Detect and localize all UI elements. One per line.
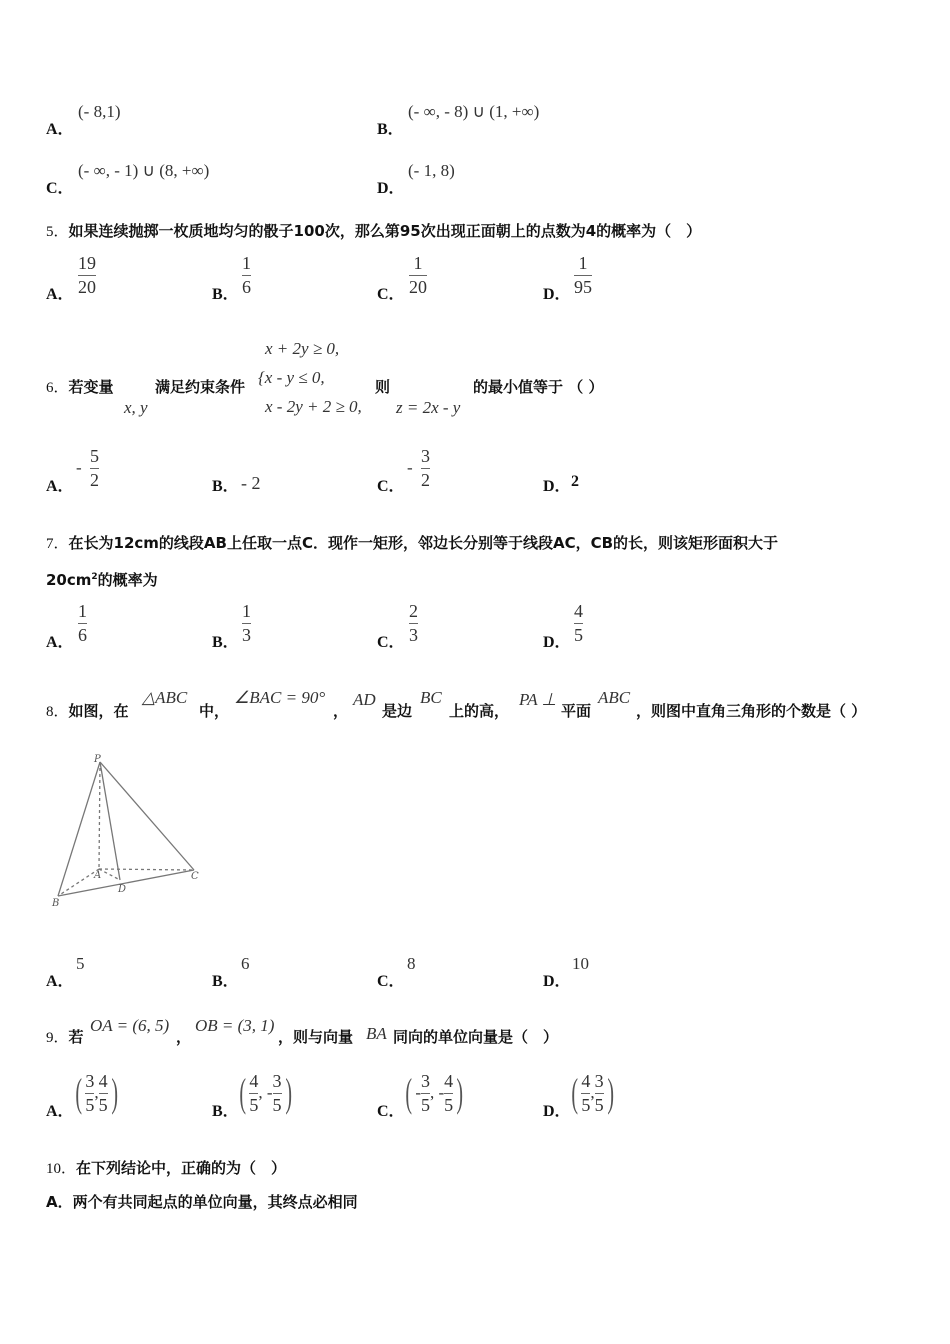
q9-vector-ba: BA <box>366 1024 387 1043</box>
q4-option-a-label: A． <box>46 121 74 138</box>
q5-option-b-fraction: 1 6 <box>242 253 251 297</box>
q9-option-b-vector: ( $\frac{4}{5}$ , - $\frac{3}{5}$ ) <box>239 1070 292 1116</box>
question-7-line2: $20cm^2$的概率为 <box>46 571 158 589</box>
q6-constraint-2: {x - y ≤ 0, <box>258 368 325 387</box>
q8-option-b-label: B． <box>212 973 239 990</box>
q9-option-a-vector: ( $\frac{3}{5}$ , $\frac{4}{5}$ ) <box>75 1070 118 1116</box>
q5-option-d-label: D． <box>543 286 571 303</box>
edge-ad <box>99 869 120 880</box>
q8-math-bc: BC <box>420 688 442 707</box>
question-number: 5． <box>46 224 69 240</box>
q6-text-2: 满足约束条件 <box>155 378 246 396</box>
q4-option-c-value: (- ∞, - 1) ∪ (8, +∞) <box>78 161 210 180</box>
q9-vector-ob: OB = (3, 1) <box>195 1016 275 1035</box>
edge-ac <box>99 869 194 870</box>
question-text: 若 <box>68 1028 84 1046</box>
q6-option-a-sign: - <box>76 458 82 477</box>
q5-option-c-label: C． <box>377 286 405 303</box>
question-10 <box>46 1157 286 1178</box>
q6-option-c-fraction: 3 2 <box>421 446 430 490</box>
q7-option-b-label: B． <box>212 634 239 651</box>
q9-option-c-vector: ( - $\frac{3}{5}$ , - $\frac{4}{5}$ ) <box>405 1070 464 1116</box>
question-text-line1: 在长为12cm的线段AB上任取一点C．现作一矩形，邻边长分别等于线段AC，CB的长，则该矩形面积大于 <box>68 534 779 552</box>
q5-option-a-label: A． <box>46 286 74 303</box>
question-8 <box>46 700 129 721</box>
q9-text-3: ，则与向量 <box>278 1028 354 1046</box>
question-number: 7． <box>46 536 69 552</box>
question-7 <box>46 532 778 553</box>
q7-option-c-label: C． <box>377 634 405 651</box>
question-number: 6． <box>46 380 69 396</box>
q8-text-4: 是边 <box>382 702 413 720</box>
question-5 <box>46 220 701 241</box>
q9-option-d-label: D． <box>543 1103 571 1120</box>
q4-option-b-label: B． <box>377 121 404 138</box>
edge-pd <box>100 762 120 880</box>
question-text: 在下列结论中，正确的为（ ） <box>76 1159 287 1177</box>
q6-option-d-value: 2 <box>571 473 579 490</box>
question-9 <box>46 1026 84 1047</box>
q7-option-c-fraction: 2 3 <box>409 601 418 645</box>
q9-text-2: ， <box>176 1028 192 1046</box>
q6-option-c-sign: - <box>407 458 413 477</box>
q9-vector-oa: OA = (6, 5) <box>90 1016 170 1035</box>
q6-text-3: 则 <box>375 378 391 396</box>
q7-option-a-label: A． <box>46 634 74 651</box>
q4-option-c-label: C． <box>46 180 74 197</box>
q8-option-c-value: 8 <box>407 954 416 973</box>
q8-option-c-label: C． <box>377 973 405 990</box>
q9-option-a-label: A． <box>46 1103 74 1120</box>
q9-option-c-label: C． <box>377 1103 405 1120</box>
q7-option-d-fraction: 4 5 <box>574 601 583 645</box>
q5-option-b-label: B． <box>212 286 239 303</box>
question-number: 10． <box>46 1161 77 1177</box>
question-number: 8． <box>46 704 69 720</box>
edge-pc <box>100 762 194 870</box>
q9-option-d-vector: ( $\frac{4}{5}$ , $\frac{3}{5}$ ) <box>571 1070 614 1116</box>
q8-text-6: 平面 <box>561 702 592 720</box>
question-number: 9． <box>46 1030 69 1046</box>
q6-option-a-label: A． <box>46 478 74 495</box>
q5-option-c-fraction: 1 20 <box>409 253 427 297</box>
label-p: P <box>94 754 101 765</box>
q6-constraint-3: x - 2y + 2 ≥ 0, <box>265 397 362 416</box>
q6-option-b-label: B． <box>212 478 239 495</box>
edge-pa <box>99 762 100 869</box>
q8-text-2: 中， <box>199 702 230 720</box>
q4-option-b-value: (- ∞, - 8) ∪ (1, +∞) <box>408 102 540 121</box>
q6-option-d-label: D． <box>543 478 571 495</box>
q8-option-a-label: A． <box>46 973 74 990</box>
q6-text-4: 的最小值等于 （ ） <box>473 378 604 396</box>
q10-option-a: A．两个有共同起点的单位向量，其终点必相同 <box>46 1193 358 1211</box>
label-b: B <box>52 898 60 909</box>
q9-option-b-label: B． <box>212 1103 239 1120</box>
question-text: 如果连续抛掷一枚质地均匀的骰子100次，那么第95次出现正面朝上的点数为4的概率为（ ） <box>68 222 702 240</box>
label-d: D <box>118 884 127 895</box>
q7-option-d-label: D． <box>543 634 571 651</box>
q6-option-b-value: - 2 <box>241 473 261 493</box>
q8-text-3: ， <box>333 702 349 720</box>
q6-option-a-fraction: 5 2 <box>90 446 99 490</box>
q4-option-d-label: D． <box>377 180 405 197</box>
q6-constraint-1: x + 2y ≥ 0, <box>265 339 340 358</box>
q8-math-pa: PA ⊥ <box>519 690 557 709</box>
question-text: 如图，在 <box>68 702 129 720</box>
q6-objective: z = 2x - y <box>396 398 461 417</box>
q8-option-d-label: D． <box>543 973 571 990</box>
q8-math-ad: AD <box>353 690 376 709</box>
label-a: A <box>94 870 102 881</box>
q5-option-d-fraction: 1 95 <box>574 253 592 297</box>
question-text: 若变量 <box>68 378 114 396</box>
q8-math-abc: ABC <box>598 688 631 707</box>
q8-text-7: ，则图中直角三角形的个数是（ ） <box>636 702 867 720</box>
q6-option-c-label: C． <box>377 478 405 495</box>
label-c: C <box>191 871 199 882</box>
pyramid-figure <box>48 752 208 910</box>
q8-option-a-value: 5 <box>76 954 85 973</box>
question-6 <box>46 376 114 397</box>
q5-option-a-fraction: 19 20 <box>78 253 96 297</box>
q8-math-angle: ∠BAC = 90° <box>234 688 326 707</box>
q9-text-4: 同向的单位向量是（ ） <box>393 1028 559 1046</box>
q7-option-b-fraction: 1 3 <box>242 601 251 645</box>
q7-option-a-fraction: 1 6 <box>78 601 87 645</box>
q4-option-d-value: (- 1, 8) <box>408 161 455 180</box>
q8-option-d-value: 10 <box>572 954 589 973</box>
q8-option-b-value: 6 <box>241 954 250 973</box>
q4-option-a-value: (- 8,1) <box>78 102 121 121</box>
q8-text-5: 上的高， <box>449 702 510 720</box>
q6-variables: x, y <box>124 398 148 417</box>
q8-math-triangle: △ABC <box>142 688 188 707</box>
